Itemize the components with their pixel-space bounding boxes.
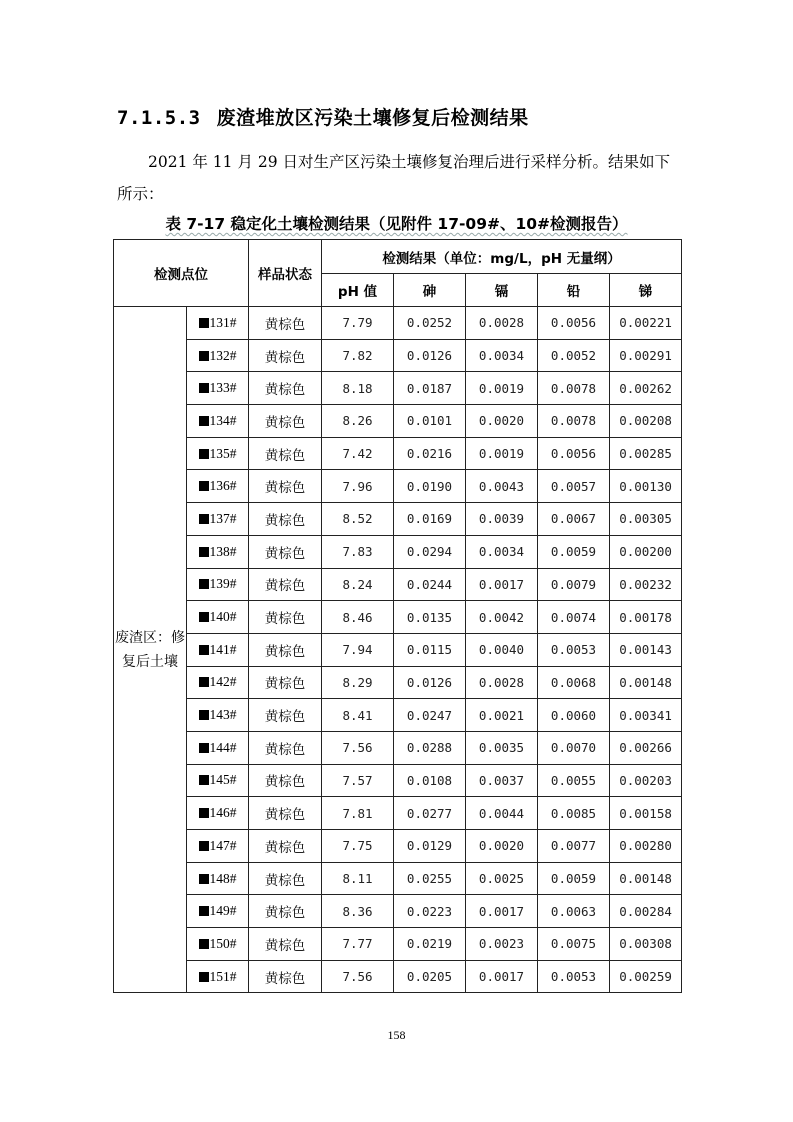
sample-point bbox=[187, 503, 249, 536]
value-sb: 0.00148 bbox=[610, 666, 682, 699]
table-body bbox=[114, 307, 682, 993]
value-pb: 0.0078 bbox=[538, 372, 610, 405]
value-ph: 7.94 bbox=[322, 633, 394, 666]
square-marker-icon bbox=[199, 677, 209, 687]
value-cd: 0.0044 bbox=[466, 797, 538, 830]
sample-state: 黄棕色 bbox=[249, 601, 322, 634]
sample-point-id: 148# bbox=[209, 870, 237, 886]
value-ph: 7.75 bbox=[322, 830, 394, 863]
table-row bbox=[114, 666, 682, 699]
square-marker-icon bbox=[199, 481, 209, 491]
table-row bbox=[114, 731, 682, 764]
value-as: 0.0216 bbox=[394, 437, 466, 470]
value-as: 0.0135 bbox=[394, 601, 466, 634]
sample-state: 黄棕色 bbox=[249, 339, 322, 372]
square-marker-icon bbox=[199, 547, 209, 557]
value-as: 0.0190 bbox=[394, 470, 466, 503]
sample-point bbox=[187, 764, 249, 797]
square-marker-icon bbox=[199, 645, 209, 655]
table-row bbox=[114, 960, 682, 993]
square-marker-icon bbox=[199, 939, 209, 949]
value-cd: 0.0034 bbox=[466, 339, 538, 372]
header-arsenic: 砷 bbox=[394, 274, 466, 307]
intro-paragraph: 2021 年 11 月 29 日对生产区污染土壤修复治理后进行采样分析。结果如下所示： bbox=[117, 153, 671, 203]
value-pb: 0.0075 bbox=[538, 928, 610, 961]
table-row bbox=[114, 535, 682, 568]
value-sb: 0.00280 bbox=[610, 830, 682, 863]
square-marker-icon bbox=[199, 710, 209, 720]
sample-point bbox=[187, 797, 249, 830]
value-ph: 8.18 bbox=[322, 372, 394, 405]
sample-point bbox=[187, 699, 249, 732]
value-pb: 0.0067 bbox=[538, 503, 610, 536]
value-sb: 0.00221 bbox=[610, 307, 682, 340]
value-cd: 0.0028 bbox=[466, 666, 538, 699]
sample-state: 黄棕色 bbox=[249, 633, 322, 666]
section-title: 废渣堆放区污染土壤修复后检测结果 bbox=[216, 107, 529, 129]
sample-state: 黄棕色 bbox=[249, 731, 322, 764]
sample-point bbox=[187, 601, 249, 634]
value-as: 0.0169 bbox=[394, 503, 466, 536]
results-table bbox=[113, 239, 682, 993]
value-as: 0.0247 bbox=[394, 699, 466, 732]
square-marker-icon bbox=[199, 416, 209, 426]
value-cd: 0.0023 bbox=[466, 928, 538, 961]
sample-point bbox=[187, 895, 249, 928]
table-row bbox=[114, 797, 682, 830]
value-as: 0.0244 bbox=[394, 568, 466, 601]
value-sb: 0.00232 bbox=[610, 568, 682, 601]
sample-state: 黄棕色 bbox=[249, 437, 322, 470]
value-pb: 0.0077 bbox=[538, 830, 610, 863]
value-sb: 0.00148 bbox=[610, 862, 682, 895]
value-as: 0.0126 bbox=[394, 339, 466, 372]
sample-point bbox=[187, 470, 249, 503]
header-row-1 bbox=[114, 240, 682, 274]
square-marker-icon bbox=[199, 579, 209, 589]
sample-state: 黄棕色 bbox=[249, 568, 322, 601]
value-ph: 7.79 bbox=[322, 307, 394, 340]
sample-point-id: 151# bbox=[209, 968, 237, 984]
sample-point-id: 143# bbox=[209, 707, 237, 723]
sample-state: 黄棕色 bbox=[249, 928, 322, 961]
sample-point-id: 144# bbox=[209, 739, 237, 755]
value-sb: 0.00200 bbox=[610, 535, 682, 568]
sample-point bbox=[187, 307, 249, 340]
sample-point-id: 131# bbox=[209, 314, 237, 330]
sample-point-id: 133# bbox=[209, 380, 237, 396]
table-caption-text: 表 7-17 稳定化土壤检测结果（见附件 17-09#、10#检测报告） bbox=[165, 215, 628, 233]
value-ph: 8.36 bbox=[322, 895, 394, 928]
value-ph: 7.42 bbox=[322, 437, 394, 470]
value-ph: 8.41 bbox=[322, 699, 394, 732]
header-cadmium: 镉 bbox=[466, 274, 538, 307]
table-row bbox=[114, 568, 682, 601]
value-cd: 0.0017 bbox=[466, 895, 538, 928]
square-marker-icon bbox=[199, 383, 209, 393]
page-number: 158 bbox=[387, 1028, 406, 1042]
value-cd: 0.0019 bbox=[466, 372, 538, 405]
value-as: 0.0108 bbox=[394, 764, 466, 797]
sample-state: 黄棕色 bbox=[249, 372, 322, 405]
sample-state: 黄棕色 bbox=[249, 405, 322, 438]
value-as: 0.0252 bbox=[394, 307, 466, 340]
square-marker-icon bbox=[199, 318, 209, 328]
header-state: 样品状态 bbox=[249, 240, 322, 307]
sample-state: 黄棕色 bbox=[249, 862, 322, 895]
value-as: 0.0288 bbox=[394, 731, 466, 764]
value-pb: 0.0068 bbox=[538, 666, 610, 699]
value-ph: 7.57 bbox=[322, 764, 394, 797]
table-row bbox=[114, 503, 682, 536]
sample-point bbox=[187, 372, 249, 405]
table-row bbox=[114, 862, 682, 895]
square-marker-icon bbox=[199, 906, 209, 916]
square-marker-icon bbox=[199, 351, 209, 361]
square-marker-icon bbox=[199, 972, 209, 982]
value-cd: 0.0039 bbox=[466, 503, 538, 536]
value-as: 0.0115 bbox=[394, 633, 466, 666]
value-pb: 0.0070 bbox=[538, 731, 610, 764]
sample-point bbox=[187, 633, 249, 666]
table-row bbox=[114, 405, 682, 438]
value-pb: 0.0063 bbox=[538, 895, 610, 928]
sample-point-id: 132# bbox=[209, 347, 237, 363]
value-ph: 7.56 bbox=[322, 731, 394, 764]
sample-point-id: 137# bbox=[209, 510, 237, 526]
value-sb: 0.00305 bbox=[610, 503, 682, 536]
value-ph: 8.26 bbox=[322, 405, 394, 438]
value-cd: 0.0035 bbox=[466, 731, 538, 764]
value-sb: 0.00203 bbox=[610, 764, 682, 797]
table-row bbox=[114, 928, 682, 961]
value-pb: 0.0057 bbox=[538, 470, 610, 503]
value-sb: 0.00208 bbox=[610, 405, 682, 438]
sample-state: 黄棕色 bbox=[249, 699, 322, 732]
table-row bbox=[114, 339, 682, 372]
table-row bbox=[114, 601, 682, 634]
sample-state: 黄棕色 bbox=[249, 535, 322, 568]
value-as: 0.0223 bbox=[394, 895, 466, 928]
sample-point-id: 135# bbox=[209, 445, 237, 461]
value-cd: 0.0037 bbox=[466, 764, 538, 797]
sample-state: 黄棕色 bbox=[249, 895, 322, 928]
sample-state: 黄棕色 bbox=[249, 797, 322, 830]
sample-point bbox=[187, 960, 249, 993]
table-row bbox=[114, 895, 682, 928]
table-row bbox=[114, 437, 682, 470]
value-sb: 0.00266 bbox=[610, 731, 682, 764]
value-ph: 7.83 bbox=[322, 535, 394, 568]
value-cd: 0.0020 bbox=[466, 405, 538, 438]
header-lead: 铅 bbox=[538, 274, 610, 307]
value-ph: 8.11 bbox=[322, 862, 394, 895]
value-pb: 0.0056 bbox=[538, 307, 610, 340]
value-ph: 7.56 bbox=[322, 960, 394, 993]
value-pb: 0.0079 bbox=[538, 568, 610, 601]
area-label: 废渣区：修复后土壤 bbox=[114, 307, 187, 993]
value-pb: 0.0085 bbox=[538, 797, 610, 830]
value-cd: 0.0021 bbox=[466, 699, 538, 732]
square-marker-icon bbox=[199, 612, 209, 622]
sample-state: 黄棕色 bbox=[249, 307, 322, 340]
square-marker-icon bbox=[199, 808, 209, 818]
sample-point-id: 138# bbox=[209, 543, 237, 559]
table-row bbox=[114, 633, 682, 666]
table-row bbox=[114, 307, 682, 340]
value-cd: 0.0042 bbox=[466, 601, 538, 634]
value-as: 0.0126 bbox=[394, 666, 466, 699]
sample-state: 黄棕色 bbox=[249, 960, 322, 993]
sample-point-id: 140# bbox=[209, 609, 237, 625]
value-sb: 0.00178 bbox=[610, 601, 682, 634]
sample-point bbox=[187, 830, 249, 863]
value-ph: 8.52 bbox=[322, 503, 394, 536]
value-pb: 0.0053 bbox=[538, 633, 610, 666]
value-pb: 0.0056 bbox=[538, 437, 610, 470]
sample-state: 黄棕色 bbox=[249, 503, 322, 536]
value-cd: 0.0040 bbox=[466, 633, 538, 666]
square-marker-icon bbox=[199, 775, 209, 785]
value-cd: 0.0028 bbox=[466, 307, 538, 340]
square-marker-icon bbox=[199, 743, 209, 753]
sample-point bbox=[187, 568, 249, 601]
value-sb: 0.00341 bbox=[610, 699, 682, 732]
header-results-group: 检测结果（单位：mg/L，pH 无量纲） bbox=[322, 240, 682, 274]
sample-point-id: 149# bbox=[209, 903, 237, 919]
value-pb: 0.0060 bbox=[538, 699, 610, 732]
table-row bbox=[114, 764, 682, 797]
sample-state: 黄棕色 bbox=[249, 470, 322, 503]
sample-point-id: 146# bbox=[209, 805, 237, 821]
value-cd: 0.0034 bbox=[466, 535, 538, 568]
value-sb: 0.00143 bbox=[610, 633, 682, 666]
value-cd: 0.0017 bbox=[466, 568, 538, 601]
sample-point bbox=[187, 405, 249, 438]
header-point: 检测点位 bbox=[114, 240, 249, 307]
section-heading bbox=[117, 103, 529, 130]
sample-point-id: 145# bbox=[209, 772, 237, 788]
header-ph: pH 值 bbox=[322, 274, 394, 307]
sample-state: 黄棕色 bbox=[249, 830, 322, 863]
value-as: 0.0187 bbox=[394, 372, 466, 405]
table-row bbox=[114, 699, 682, 732]
square-marker-icon bbox=[199, 841, 209, 851]
value-cd: 0.0020 bbox=[466, 830, 538, 863]
value-as: 0.0101 bbox=[394, 405, 466, 438]
sample-point bbox=[187, 731, 249, 764]
table-row bbox=[114, 830, 682, 863]
value-pb: 0.0059 bbox=[538, 862, 610, 895]
square-marker-icon bbox=[199, 514, 209, 524]
value-ph: 8.29 bbox=[322, 666, 394, 699]
value-as: 0.0255 bbox=[394, 862, 466, 895]
sample-point bbox=[187, 666, 249, 699]
value-as: 0.0277 bbox=[394, 797, 466, 830]
value-as: 0.0129 bbox=[394, 830, 466, 863]
sample-point-id: 150# bbox=[209, 935, 237, 951]
value-pb: 0.0059 bbox=[538, 535, 610, 568]
value-sb: 0.00158 bbox=[610, 797, 682, 830]
sample-point-id: 142# bbox=[209, 674, 237, 690]
value-pb: 0.0074 bbox=[538, 601, 610, 634]
sample-point-id: 134# bbox=[209, 412, 237, 428]
value-ph: 7.77 bbox=[322, 928, 394, 961]
value-sb: 0.00291 bbox=[610, 339, 682, 372]
value-sb: 0.00284 bbox=[610, 895, 682, 928]
value-pb: 0.0078 bbox=[538, 405, 610, 438]
sample-point-id: 136# bbox=[209, 478, 237, 494]
value-sb: 0.00130 bbox=[610, 470, 682, 503]
value-ph: 7.81 bbox=[322, 797, 394, 830]
value-as: 0.0294 bbox=[394, 535, 466, 568]
value-pb: 0.0053 bbox=[538, 960, 610, 993]
value-cd: 0.0043 bbox=[466, 470, 538, 503]
value-sb: 0.00259 bbox=[610, 960, 682, 993]
sample-state: 黄棕色 bbox=[249, 764, 322, 797]
value-cd: 0.0017 bbox=[466, 960, 538, 993]
sample-point bbox=[187, 437, 249, 470]
sample-state: 黄棕色 bbox=[249, 666, 322, 699]
sample-point bbox=[187, 862, 249, 895]
value-cd: 0.0025 bbox=[466, 862, 538, 895]
square-marker-icon bbox=[199, 874, 209, 884]
table-row bbox=[114, 470, 682, 503]
sample-point bbox=[187, 535, 249, 568]
value-as: 0.0205 bbox=[394, 960, 466, 993]
sample-point bbox=[187, 339, 249, 372]
sample-point-id: 139# bbox=[209, 576, 237, 592]
value-ph: 8.46 bbox=[322, 601, 394, 634]
value-sb: 0.00262 bbox=[610, 372, 682, 405]
value-pb: 0.0052 bbox=[538, 339, 610, 372]
value-as: 0.0219 bbox=[394, 928, 466, 961]
header-antimony: 锑 bbox=[610, 274, 682, 307]
sample-point-id: 147# bbox=[209, 837, 237, 853]
value-cd: 0.0019 bbox=[466, 437, 538, 470]
table-caption bbox=[0, 212, 793, 234]
value-pb: 0.0055 bbox=[538, 764, 610, 797]
value-ph: 7.96 bbox=[322, 470, 394, 503]
square-marker-icon bbox=[199, 449, 209, 459]
sample-point-id: 141# bbox=[209, 641, 237, 657]
value-sb: 0.00285 bbox=[610, 437, 682, 470]
value-ph: 8.24 bbox=[322, 568, 394, 601]
sample-point bbox=[187, 928, 249, 961]
section-number: 7.1.5.3 bbox=[117, 107, 201, 129]
table-row bbox=[114, 372, 682, 405]
value-sb: 0.00308 bbox=[610, 928, 682, 961]
value-ph: 7.82 bbox=[322, 339, 394, 372]
